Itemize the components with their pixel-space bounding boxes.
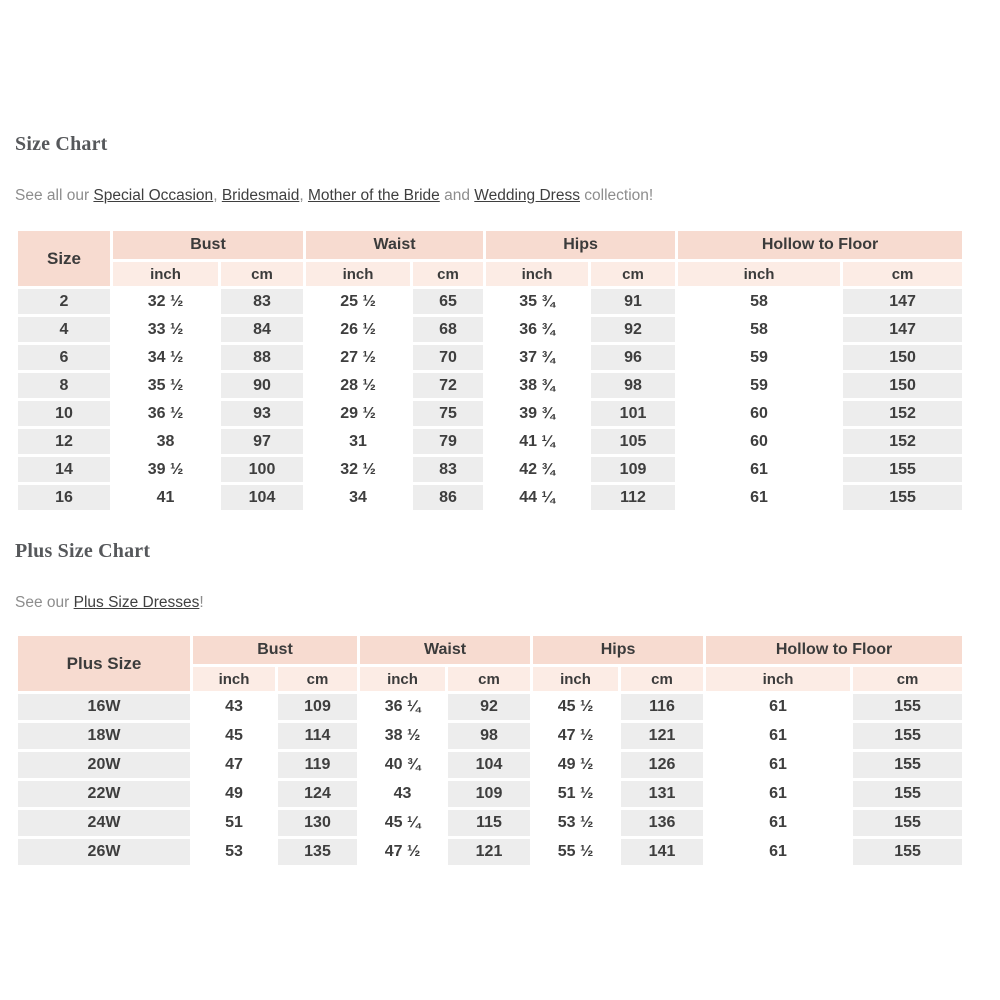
row-size-label: 10 xyxy=(18,401,110,426)
plus-size-chart-table xyxy=(15,633,965,868)
row-size-label: 24W xyxy=(18,810,190,836)
measurement-cell: 124 xyxy=(278,781,357,807)
measurement-cell: 121 xyxy=(621,723,703,749)
table-row xyxy=(18,401,962,426)
measurement-cell: 100 xyxy=(221,457,303,482)
intro-text: , xyxy=(299,187,308,204)
measurement-cell: 45 ½ xyxy=(533,694,618,720)
unit-header-cm: cm xyxy=(591,262,675,286)
intro-text: See all our xyxy=(15,187,94,204)
measurement-cell: 49 ½ xyxy=(533,752,618,778)
measurement-cell: 36 ¼ xyxy=(360,694,445,720)
table-row xyxy=(18,781,962,807)
measurement-cell: 101 xyxy=(591,401,675,426)
measurement-cell: 92 xyxy=(591,317,675,342)
measurement-cell: 109 xyxy=(591,457,675,482)
measurement-cell: 96 xyxy=(591,345,675,370)
size-chart-table xyxy=(15,228,965,513)
measurement-cell: 83 xyxy=(413,457,483,482)
measurement-cell: 53 xyxy=(193,839,275,865)
intro-text: See our xyxy=(15,594,74,611)
measurement-cell: 31 xyxy=(306,429,410,454)
measurement-cell: 98 xyxy=(448,723,530,749)
measurement-cell: 155 xyxy=(853,723,962,749)
intro-text: ! xyxy=(199,594,204,611)
measurement-cell: 155 xyxy=(843,485,962,510)
measurement-cell: 88 xyxy=(221,345,303,370)
measurement-cell: 155 xyxy=(853,839,962,865)
measurement-cell: 104 xyxy=(221,485,303,510)
group-header-waist: Waist xyxy=(306,231,483,259)
intro-text: collection! xyxy=(579,187,654,204)
measurement-cell: 39 ¾ xyxy=(486,401,588,426)
measurement-cell: 86 xyxy=(413,485,483,510)
measurement-cell: 83 xyxy=(221,289,303,314)
measurement-cell: 130 xyxy=(278,810,357,836)
plus-size-chart-intro xyxy=(15,593,965,613)
measurement-cell: 44 ¼ xyxy=(486,485,588,510)
measurement-cell: 150 xyxy=(843,373,962,398)
group-header-waist: Waist xyxy=(360,636,530,664)
measurement-cell: 155 xyxy=(853,694,962,720)
measurement-cell: 70 xyxy=(413,345,483,370)
table-row xyxy=(18,317,962,342)
measurement-cell: 38 ½ xyxy=(360,723,445,749)
measurement-cell: 90 xyxy=(221,373,303,398)
measurement-cell: 155 xyxy=(843,457,962,482)
measurement-cell: 155 xyxy=(853,810,962,836)
table-row xyxy=(18,429,962,454)
measurement-cell: 121 xyxy=(448,839,530,865)
plus-size-chart-section xyxy=(15,540,965,868)
measurement-cell: 116 xyxy=(621,694,703,720)
measurement-cell: 98 xyxy=(591,373,675,398)
measurement-cell: 155 xyxy=(853,752,962,778)
unit-header-inch: inch xyxy=(193,667,275,691)
measurement-cell: 152 xyxy=(843,429,962,454)
measurement-cell: 32 ½ xyxy=(113,289,218,314)
row-size-label: 16 xyxy=(18,485,110,510)
measurement-cell: 126 xyxy=(621,752,703,778)
row-size-label: 20W xyxy=(18,752,190,778)
measurement-cell: 141 xyxy=(621,839,703,865)
measurement-cell: 105 xyxy=(591,429,675,454)
measurement-cell: 68 xyxy=(413,317,483,342)
row-size-label: 16W xyxy=(18,694,190,720)
measurement-cell: 115 xyxy=(448,810,530,836)
row-size-label: 22W xyxy=(18,781,190,807)
measurement-cell: 58 xyxy=(678,289,840,314)
measurement-cell: 28 ½ xyxy=(306,373,410,398)
measurement-cell: 136 xyxy=(621,810,703,836)
measurement-cell: 34 xyxy=(306,485,410,510)
measurement-cell: 35 ½ xyxy=(113,373,218,398)
measurement-cell: 36 ¾ xyxy=(486,317,588,342)
measurement-cell: 61 xyxy=(706,723,850,749)
unit-header-cm: cm xyxy=(843,262,962,286)
measurement-cell: 152 xyxy=(843,401,962,426)
measurement-cell: 61 xyxy=(706,752,850,778)
measurement-cell: 58 xyxy=(678,317,840,342)
measurement-cell: 47 ½ xyxy=(533,723,618,749)
mother-of-the-bride-link[interactable]: Mother of the Bride xyxy=(307,187,440,204)
measurement-cell: 131 xyxy=(621,781,703,807)
size-chart-title: Size Chart xyxy=(15,133,108,155)
measurement-cell: 41 xyxy=(113,485,218,510)
measurement-cell: 53 ½ xyxy=(533,810,618,836)
measurement-cell: 109 xyxy=(278,694,357,720)
measurement-cell: 43 xyxy=(193,694,275,720)
measurement-cell: 59 xyxy=(678,345,840,370)
measurement-cell: 26 ½ xyxy=(306,317,410,342)
measurement-cell: 61 xyxy=(678,457,840,482)
unit-header-inch: inch xyxy=(486,262,588,286)
unit-header-cm: cm xyxy=(448,667,530,691)
measurement-cell: 33 ½ xyxy=(113,317,218,342)
group-header-hips: Hips xyxy=(533,636,703,664)
special-occasion-link[interactable]: Special Occasion xyxy=(93,187,214,204)
measurement-cell: 79 xyxy=(413,429,483,454)
measurement-cell: 32 ½ xyxy=(306,457,410,482)
table-row xyxy=(18,810,962,836)
row-size-label: 18W xyxy=(18,723,190,749)
measurement-cell: 61 xyxy=(706,810,850,836)
table-row xyxy=(18,345,962,370)
measurement-cell: 61 xyxy=(706,839,850,865)
group-header-hollow-to-floor: Hollow to Floor xyxy=(706,636,962,664)
measurement-cell: 40 ¾ xyxy=(360,752,445,778)
measurement-cell: 42 ¾ xyxy=(486,457,588,482)
table-row xyxy=(18,723,962,749)
measurement-cell: 84 xyxy=(221,317,303,342)
measurement-cell: 38 ¾ xyxy=(486,373,588,398)
measurement-cell: 91 xyxy=(591,289,675,314)
row-size-label: 26W xyxy=(18,839,190,865)
measurement-cell: 75 xyxy=(413,401,483,426)
table-row xyxy=(18,752,962,778)
unit-header-cm: cm xyxy=(853,667,962,691)
measurement-cell: 60 xyxy=(678,401,840,426)
unit-header-inch: inch xyxy=(113,262,218,286)
measurement-cell: 61 xyxy=(706,694,850,720)
row-size-label: 12 xyxy=(18,429,110,454)
plus-size-chart-title: Plus Size Chart xyxy=(15,540,151,562)
row-size-label: 4 xyxy=(18,317,110,342)
measurement-cell: 36 ½ xyxy=(113,401,218,426)
measurement-cell: 47 xyxy=(193,752,275,778)
size-chart-intro xyxy=(15,186,965,206)
unit-header-cm: cm xyxy=(621,667,703,691)
row-size-label: 2 xyxy=(18,289,110,314)
measurement-cell: 41 ¼ xyxy=(486,429,588,454)
measurement-cell: 49 xyxy=(193,781,275,807)
measurement-cell: 61 xyxy=(678,485,840,510)
table-row xyxy=(18,694,962,720)
unit-header-inch: inch xyxy=(706,667,850,691)
measurement-cell: 43 xyxy=(360,781,445,807)
unit-header-cm: cm xyxy=(413,262,483,286)
row-size-label: 8 xyxy=(18,373,110,398)
measurement-cell: 61 xyxy=(706,781,850,807)
unit-header-cm: cm xyxy=(278,667,357,691)
group-header-bust: Bust xyxy=(113,231,303,259)
unit-header-inch: inch xyxy=(306,262,410,286)
unit-header-inch: inch xyxy=(533,667,618,691)
row-size-label: 6 xyxy=(18,345,110,370)
measurement-cell: 119 xyxy=(278,752,357,778)
measurement-cell: 135 xyxy=(278,839,357,865)
measurement-cell: 34 ½ xyxy=(113,345,218,370)
measurement-cell: 65 xyxy=(413,289,483,314)
measurement-cell: 35 ¾ xyxy=(486,289,588,314)
measurement-cell: 104 xyxy=(448,752,530,778)
table-row xyxy=(18,485,962,510)
intro-text: , xyxy=(213,187,222,204)
measurement-cell: 55 ½ xyxy=(533,839,618,865)
corner-header-size: Size xyxy=(18,231,110,286)
measurement-cell: 39 ½ xyxy=(113,457,218,482)
unit-header-inch: inch xyxy=(678,262,840,286)
measurement-cell: 109 xyxy=(448,781,530,807)
measurement-cell: 45 xyxy=(193,723,275,749)
wedding-dress-link[interactable]: Wedding Dress xyxy=(474,187,580,204)
group-header-hips: Hips xyxy=(486,231,675,259)
measurement-cell: 47 ½ xyxy=(360,839,445,865)
table-row xyxy=(18,839,962,865)
row-size-label: 14 xyxy=(18,457,110,482)
measurement-cell: 60 xyxy=(678,429,840,454)
measurement-cell: 51 xyxy=(193,810,275,836)
unit-header-cm: cm xyxy=(221,262,303,286)
corner-header-plus-size: Plus Size xyxy=(18,636,190,691)
measurement-cell: 155 xyxy=(853,781,962,807)
group-header-hollow-to-floor: Hollow to Floor xyxy=(678,231,962,259)
measurement-cell: 51 ½ xyxy=(533,781,618,807)
measurement-cell: 150 xyxy=(843,345,962,370)
measurement-cell: 112 xyxy=(591,485,675,510)
measurement-cell: 27 ½ xyxy=(306,345,410,370)
measurement-cell: 114 xyxy=(278,723,357,749)
measurement-cell: 38 xyxy=(113,429,218,454)
measurement-cell: 59 xyxy=(678,373,840,398)
table-row xyxy=(18,373,962,398)
group-header-bust: Bust xyxy=(193,636,357,664)
table-row xyxy=(18,289,962,314)
intro-text: and xyxy=(439,187,475,204)
unit-header-inch: inch xyxy=(360,667,445,691)
table-row xyxy=(18,457,962,482)
measurement-cell: 93 xyxy=(221,401,303,426)
measurement-cell: 92 xyxy=(448,694,530,720)
plus-size-dresses-link[interactable]: Plus Size Dresses xyxy=(73,594,200,611)
measurement-cell: 29 ½ xyxy=(306,401,410,426)
measurement-cell: 25 ½ xyxy=(306,289,410,314)
size-chart-section xyxy=(15,133,965,513)
bridesmaid-link[interactable]: Bridesmaid xyxy=(221,187,300,204)
measurement-cell: 147 xyxy=(843,317,962,342)
measurement-cell: 45 ¼ xyxy=(360,810,445,836)
measurement-cell: 97 xyxy=(221,429,303,454)
measurement-cell: 147 xyxy=(843,289,962,314)
measurement-cell: 37 ¾ xyxy=(486,345,588,370)
measurement-cell: 72 xyxy=(413,373,483,398)
